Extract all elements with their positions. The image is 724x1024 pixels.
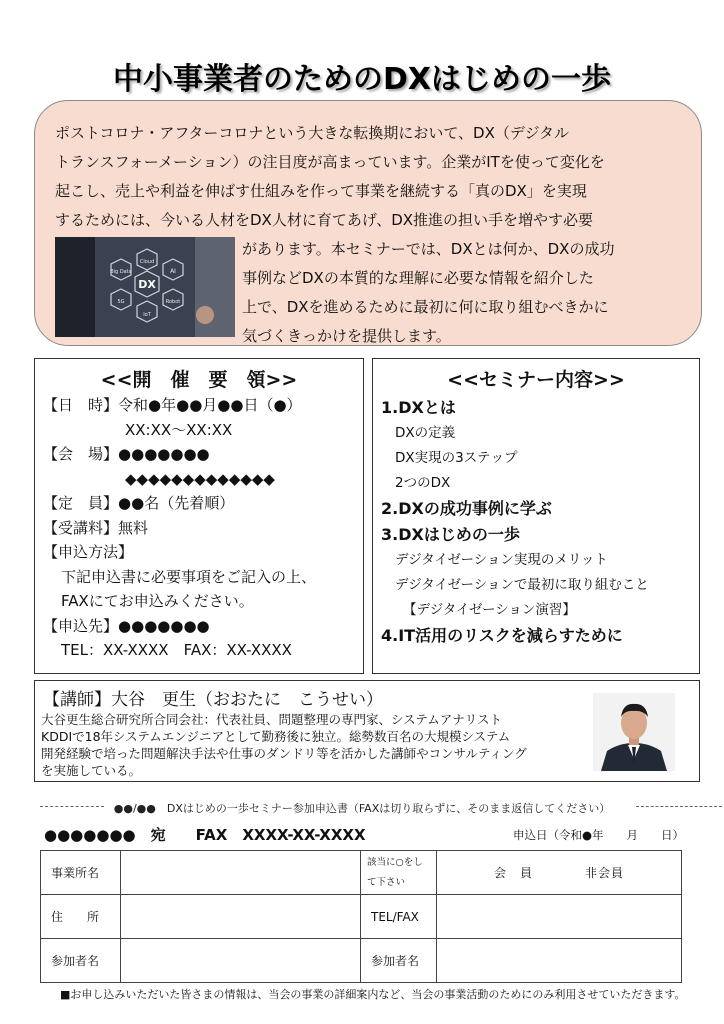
- lecturer-profile-line: 開発経験で培った問題解決手法や仕事のダンドリ等を活かした講師やコンサルティング: [41, 746, 527, 761]
- form-label: 参加者名: [41, 939, 121, 983]
- form-label: 事業所名: [41, 851, 121, 895]
- intro-line: トランスフォーメーション）の注目度が高まっています。企業がITを使って変化を: [55, 153, 605, 171]
- event-row-method-text: [43, 589, 359, 614]
- event-value: 下記申込書に必要事項をご記入の上、: [61, 567, 317, 586]
- intro-line: 事例などDXの本質的な理解に必要な情報を紹介した: [242, 269, 594, 287]
- intro-line: するためには、今いる人材をDX人材に育てあげ、DX推進の担い手を増やす必要: [55, 211, 594, 229]
- hex-label: Big Data: [110, 269, 132, 275]
- intro-panel: [34, 100, 702, 346]
- seminar-subtopic: 2つのDX: [395, 475, 451, 491]
- event-value: ◆◆◆◆◆◆◆◆◆◆◆◆◆: [125, 469, 275, 488]
- event-label: 【日 時】: [43, 396, 119, 414]
- event-row-venue: [43, 442, 359, 467]
- dx-concept-image: [55, 237, 235, 337]
- event-row-venue-address: [43, 467, 359, 492]
- intro-line: ポストコロナ・アフターコロナという大きな転換期において、DX（デジタル: [55, 124, 569, 142]
- intro-line: 起こし、売上や利益を伸ばす仕組みを作って事業を継続する「真のDX」を実現: [55, 182, 587, 200]
- seminar-subtopic: DXの定義: [395, 425, 456, 441]
- participant-name-field[interactable]: [121, 939, 361, 983]
- seminar-subtopic: デジタイゼーション実現のメリット: [395, 552, 608, 568]
- form-label: TEL/FAX: [361, 895, 437, 939]
- participant-name-field-2[interactable]: [437, 939, 682, 983]
- event-value: ●●名（先着順）: [118, 494, 235, 512]
- seminar-contents-list: [381, 395, 697, 649]
- dx-hexagon-illustration: [55, 237, 235, 337]
- seminar-contents-heading: <<セミナー内容>>: [447, 369, 625, 391]
- event-row-fee: [43, 516, 359, 541]
- event-row-date: [43, 393, 359, 418]
- event-row-method: [43, 540, 359, 565]
- form-row: [41, 895, 682, 939]
- privacy-note: ■お申し込みいただいた皆さまの情報は、当会の事業の詳細案内など、当会の事業活動のためにのみ利用させていただきます。: [60, 988, 686, 1001]
- intro-line: 上で、DXを進めるために最初に何に取り組むべきかに: [242, 298, 609, 316]
- event-row-contact: [43, 614, 359, 639]
- company-name-field[interactable]: [121, 851, 361, 895]
- intro-text-bottom: [242, 235, 682, 351]
- seminar-topic: 2.DXの成功事例に学ぶ: [381, 499, 552, 518]
- form-row: [41, 851, 682, 895]
- lecturer-profile-line: 大谷更生総合研究所合同会社：代表社員、問題整理の専門家、システムアナリスト: [41, 712, 503, 727]
- form-row: [41, 939, 682, 983]
- page-title: 中小事業者のためのDXはじめの一歩: [112, 62, 612, 97]
- seminar-subtopic: デジタイゼーションで最初に取り組むこと: [395, 577, 649, 593]
- seminar-subtopic: 【デジタイゼーション演習】: [403, 602, 576, 618]
- hex-label: IoT: [143, 312, 151, 318]
- event-label: 【申込先】: [43, 616, 119, 635]
- event-row-contact-numbers: [43, 638, 359, 663]
- seminar-subtopic: DX実現の3ステップ: [395, 450, 518, 466]
- intro-line: 気づくきっかけを提供します。: [242, 327, 451, 345]
- event-row-method-text: [43, 565, 359, 590]
- cut-instruction: ●●/●● DXはじめの一歩セミナー参加申込書（FAXは切り取らずに、そのまま返信してください）: [113, 802, 611, 815]
- application-date: 申込日（令和●年 月 日）: [512, 828, 684, 842]
- event-value: TEL：XX-XXXX FAX：XX-XXXX: [61, 641, 292, 659]
- form-label: 参加者名: [361, 939, 437, 983]
- event-value: 令和●年●●月●●日（●）: [118, 396, 302, 414]
- hex-label: Robot: [165, 299, 181, 305]
- intro-text-top: [55, 119, 695, 235]
- lecturer-portrait: [593, 693, 675, 771]
- seminar-contents-box: [372, 358, 700, 674]
- event-value: XX:XX～XX:XX: [125, 420, 233, 439]
- form-label: 該当に○をして下さい: [361, 851, 437, 895]
- event-details-heading: <<開 催 要 領>>: [100, 369, 298, 391]
- hex-label: Cloud: [139, 259, 155, 265]
- seminar-topic: 1.DXとは: [381, 398, 456, 417]
- event-row-capacity: [43, 491, 359, 516]
- hex-label: AI: [170, 268, 176, 275]
- fax-recipient: ●●●●●●● 宛 FAX XXXX-XX-XXXX: [44, 826, 366, 844]
- event-label: 【受講料】: [43, 518, 119, 537]
- event-label: 【申込方法】: [43, 543, 134, 561]
- seminar-topic: 4.IT活用のリスクを減らすために: [381, 626, 623, 645]
- lecturer-box: [34, 680, 700, 782]
- intro-line: があります。本セミナーでは、DXとは何か、DXの成功: [242, 240, 615, 258]
- event-details-list: [43, 393, 359, 663]
- event-value: 無料: [118, 518, 149, 537]
- seminar-topic: 3.DXはじめの一歩: [381, 525, 520, 544]
- tel-fax-field[interactable]: [437, 895, 682, 939]
- event-label: 【会 場】: [43, 445, 119, 463]
- lecturer-profile-line: を実施している。: [41, 763, 142, 778]
- fax-header: [44, 824, 684, 844]
- hex-center-label: DX: [138, 278, 156, 291]
- event-label: 【定 員】: [43, 494, 119, 512]
- form-label: 住 所: [41, 895, 121, 939]
- event-value: ●●●●●●●: [118, 445, 210, 463]
- lecturer-name: 【講師】大谷 更生（おおたに こうせい）: [43, 690, 383, 710]
- lecturer-photo: [593, 693, 675, 771]
- application-form: [40, 850, 682, 983]
- hex-label: 5G: [117, 299, 125, 305]
- event-details-box: [34, 358, 364, 674]
- membership-choice[interactable]: 会 員 非会員: [437, 851, 682, 895]
- lecturer-profile: [41, 711, 581, 779]
- lecturer-profile-line: KDDIで18年システムエンジニアとして勤務後に独立。総勢数百名の大規模システム: [41, 729, 511, 744]
- event-value: FAXにてお申込みください。: [61, 592, 254, 610]
- address-field[interactable]: [121, 895, 361, 939]
- event-value: ●●●●●●●: [118, 616, 210, 635]
- event-row-time: [43, 418, 359, 443]
